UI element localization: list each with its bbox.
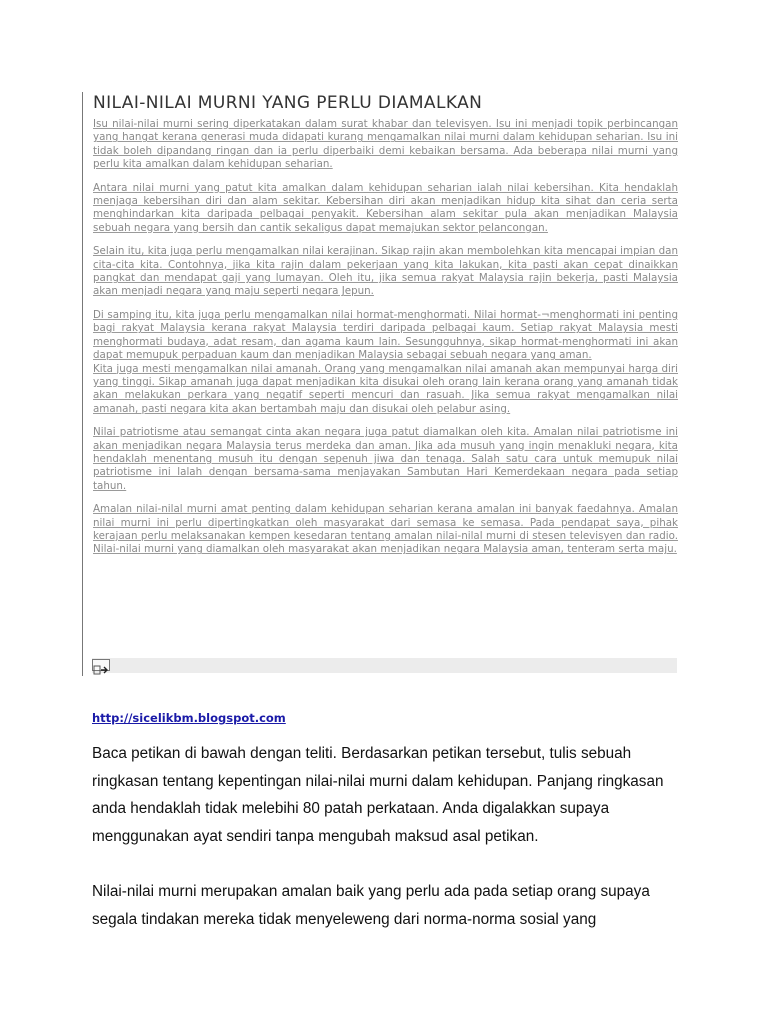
- source-link[interactable]: http://sicelikbm.blogspot.com: [92, 711, 286, 725]
- article-paragraph: Antara nilai murni yang patut kita amalkan dalam kehidupan seharian ialah nilai kebersihan. Kita hendaklah menjaga kebersihan diri dan alam sekitar. Kebersihan diri akan menjadikan hidup kita sihat dan ceria serta menghindarkan kita daripada pelbagai penyakit. Kebersihan alam sekitar pula akan menjadikan Malaysia sebuah negara yang bersih dan cantik sekaligus dapat memajukan sektor pelancongan.: [93, 181, 678, 234]
- article-paragraph: Selain itu, kita juga perlu mengamalkan nilai kerajinan. Sikap rajin akan membolehkan kita mencapai impian dan cita-cita kita. Contohnya, jika kita rajin dalam pekerjaan yang kita lakukan, kita pasti akan cepat dinaikkan pangkat dan mendapat gaji yang lumayan. Oleh itu, jika semua rakyat Malaysia rajin bekerja, pasti Malaysia akan menjadi negara yang maju seperti negara Jepun.: [93, 245, 678, 298]
- instruction-paragraph: Baca petikan di bawah dengan teliti. Berdasarkan petikan tersebut, tulis sebuah ringkasan tentang kepentingan nilai-nilai murni dalam kehidupan. Panjang ringkasan anda hendaklah tidak melebihi 80 patah perkataan. Anda digalakkan supaya menggunakan ayat sendiri tanpa mengubah maksud asal petikan.: [92, 745, 664, 845]
- article-footer-bar: [92, 658, 677, 673]
- answer-paragraph: Nilai-nilai murni merupakan amalan baik yang perlu ada pada setiap orang supaya segala tindakan mereka tidak menyeleweng dari norma-norma sosial yang: [92, 883, 650, 928]
- article-paragraph: Kita juga mesti mengamalkan nilai amanah. Orang yang mengamalkan nilai amanah akan mempunyai harga diri yang tinggi. Sikap amanah juga dapat menjadikan kita disukai oleh orang lain kerana orang yang amanah tidak akan melakukan perkara yang negatif seperti mencuri dan rasuah. Jika semua rakyat mengamalkan nilai amanah, pasti negara kita akan bertambah maju dan disukai oleh pelabur asing.: [93, 362, 678, 415]
- article-title: NILAI-NILAI MURNI YANG PERLU DIAMALKAN: [93, 93, 483, 113]
- page-next-icon[interactable]: [92, 659, 110, 671]
- article-paragraph: Isu nilai-nilai murni sering diperkatakan dalam surat khabar dan televisyen. Isu ini menjadi topik perbincangan yang hangat kerana generasi muda didapati kurang mengamalkan nilai murni dalam kehidupan seharian. Isu ini tidak boleh dipandang ringan dan ia perlu diperbaiki demi kebaikan bersama. Ada beberapa nilai murni yang perlu kita amalkan dalam kehidupan seharian.: [93, 118, 678, 171]
- article-excerpt: [82, 92, 678, 676]
- article-paragraph: Di samping itu, kita juga perlu mengamalkan nilai hormat-menghormati. Nilai hormat-¬menghormati ini penting bagi rakyat Malaysia kerana rakyat Malaysia terdiri daripada pelbagai kaum. Setiap rakyat Malaysia mesti menghormati budaya, adat resam, dan agama kaum lain. Sesungguhnya, sikap hormat-menghormati ini akan dapat memupuk perpaduan kaum dan menjadikan Malaysia sebagai sebuah negara yang aman.: [93, 308, 678, 362]
- page-next-icon-graphic: [93, 665, 109, 675]
- article-paragraph: Amalan nilai-nilal murni amat penting dalam kehidupan seharian kerana amalan ini banyak faedahnya. Amalan nilai murni ini perlu dipertingkatkan oleh masyarakat dari semasa ke semasa. Pada pendapat saya, pihak kerajaan perlu melaksanakan kempen kesedaran tentang amalan nilai-nilal murni di stesen televisyen dan radio. Nilai-nilai murni yang diamalkan oleh masyarakat akan menjadikan negara Malaysia aman, tenteram serta maju.: [93, 503, 678, 556]
- article-paragraph: Nilai patriotisme atau semangat cinta akan negara juga patut diamalkan oleh kita. Amalan nilai patriotisme ini akan menjadikan negara Malaysia terus merdeka dan aman. Jika ada musuh yang ingin menakluki negara, kita hendaklah menentang musuh itu dengan sepenuh jiwa dan tenaga. Salah satu cara untuk memupuk nilai patriotisme ini lalah dengan bersama-sama menjayakan Sambutan Hari Kemerdekaan negara pada setiap tahun.: [93, 426, 678, 492]
